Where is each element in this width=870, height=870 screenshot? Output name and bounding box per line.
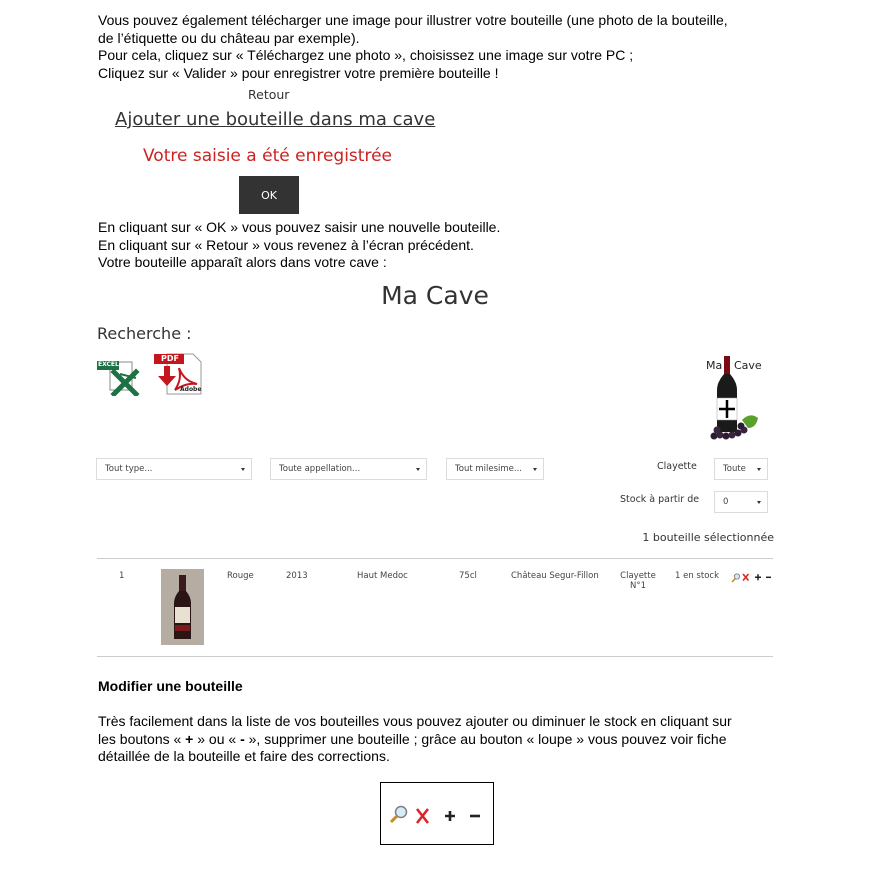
- clayette-label: Clayette: [657, 461, 697, 472]
- modify-line: détaillée de la bouteille et faire des corrections.: [98, 748, 390, 764]
- row-index: 1: [119, 571, 125, 581]
- explain-line: Votre bouteille apparaît alors dans votre cave :: [98, 254, 387, 270]
- saved-message: Votre saisie a été enregistrée: [143, 146, 392, 166]
- chevron-down-icon: [533, 468, 537, 471]
- minus-symbol: -: [240, 730, 245, 747]
- plus-icon[interactable]: [445, 811, 455, 821]
- logo-text-left: Ma: [706, 359, 723, 372]
- row-size: 75cl: [459, 571, 477, 581]
- stock-select-value: 0: [723, 497, 729, 507]
- selected-count: 1 bouteille sélectionnée: [642, 531, 774, 544]
- row-clayette-label: Clayette: [620, 571, 656, 581]
- plus-icon[interactable]: [755, 574, 761, 580]
- row-chateau: Château Segur-Fillon: [511, 571, 599, 581]
- plus-symbol: +: [185, 730, 194, 747]
- modify-line: [98, 731, 732, 749]
- logo-text-right: Cave: [734, 359, 762, 372]
- chevron-down-icon: [416, 468, 420, 471]
- modify-line2-post: », supprimer une bouteille ; grâce au bouton « loupe » vous pouvez voir fiche: [244, 730, 727, 747]
- retour-link[interactable]: Retour: [248, 87, 290, 102]
- type-select-value: Tout type...: [105, 464, 153, 474]
- table-row[interactable]: [97, 565, 773, 650]
- magnifier-icon[interactable]: [732, 574, 740, 582]
- row-actions: [731, 571, 776, 583]
- delete-x-icon[interactable]: [417, 809, 428, 823]
- modify-text: [98, 713, 732, 766]
- intro-line: de l’étiquette ou du château par exemple).: [98, 29, 360, 46]
- cave-title: Ma Cave: [381, 281, 489, 310]
- intro-line: Pour cela, cliquez sur « Téléchargez une photo », choisissez une image sur votre PC ;: [98, 47, 634, 63]
- clayette-select-value: Toute: [723, 464, 746, 474]
- search-label: Recherche :: [97, 324, 192, 343]
- pdf-icon-text: PDF: [161, 354, 179, 363]
- millesime-select[interactable]: [446, 458, 544, 480]
- excel-icon-text: EXCEL: [98, 361, 119, 368]
- modify-line2-pre: les boutons «: [98, 730, 186, 747]
- row-clayette-number: N°1: [629, 581, 647, 591]
- row-color: Rouge: [227, 571, 254, 581]
- wine-bottle-logo[interactable]: [704, 354, 764, 442]
- magnifier-icon[interactable]: [391, 807, 407, 823]
- chevron-down-icon: [241, 468, 245, 471]
- clayette-select[interactable]: [714, 458, 768, 480]
- chevron-down-icon: [757, 468, 761, 471]
- pdf-icon-brand: Adobe: [180, 386, 202, 393]
- row-stock: 1 en stock: [675, 571, 719, 581]
- row-year: 2013: [286, 571, 308, 581]
- divider: [97, 656, 773, 657]
- row-clayette: [618, 571, 658, 591]
- divider: [97, 558, 773, 559]
- intro-text: [98, 12, 728, 82]
- row-appellation: Haut Medoc: [357, 571, 408, 581]
- form-title: Ajouter une bouteille dans ma cave: [115, 109, 436, 130]
- chevron-down-icon: [757, 501, 761, 504]
- modify-line2-mid: » ou «: [193, 730, 241, 747]
- stock-select[interactable]: [714, 491, 768, 513]
- delete-x-icon[interactable]: [743, 574, 749, 581]
- explain-line: En cliquant sur « Retour » vous revenez à l’écran précédent.: [98, 236, 474, 253]
- intro-line: Vous pouvez également télécharger une image pour illustrer votre bouteille (une photo de la bouteille,: [98, 12, 728, 28]
- appellation-select[interactable]: [270, 458, 427, 480]
- ok-button[interactable]: OK: [239, 176, 299, 214]
- action-icons-enlarged: [380, 782, 494, 845]
- excel-icon[interactable]: [96, 356, 144, 396]
- modify-heading: Modifier une bouteille: [98, 678, 243, 694]
- bottle-photo[interactable]: [161, 569, 204, 645]
- modify-line: Très facilement dans la liste de vos bouteilles vous pouvez ajouter ou diminuer le stock en cliquant sur: [98, 713, 732, 729]
- stock-label: Stock à partir de: [620, 494, 700, 505]
- intro-line: Cliquez sur « Valider » pour enregistrer votre première bouteille !: [98, 64, 499, 81]
- explain-line: En cliquant sur « OK » vous pouvez saisir une nouvelle bouteille.: [98, 219, 501, 235]
- pdf-icon[interactable]: [153, 352, 203, 396]
- appellation-select-value: Toute appellation...: [279, 464, 361, 474]
- explain-text: [98, 219, 500, 272]
- type-select[interactable]: [96, 458, 252, 480]
- millesime-select-value: Tout milesime...: [455, 464, 523, 474]
